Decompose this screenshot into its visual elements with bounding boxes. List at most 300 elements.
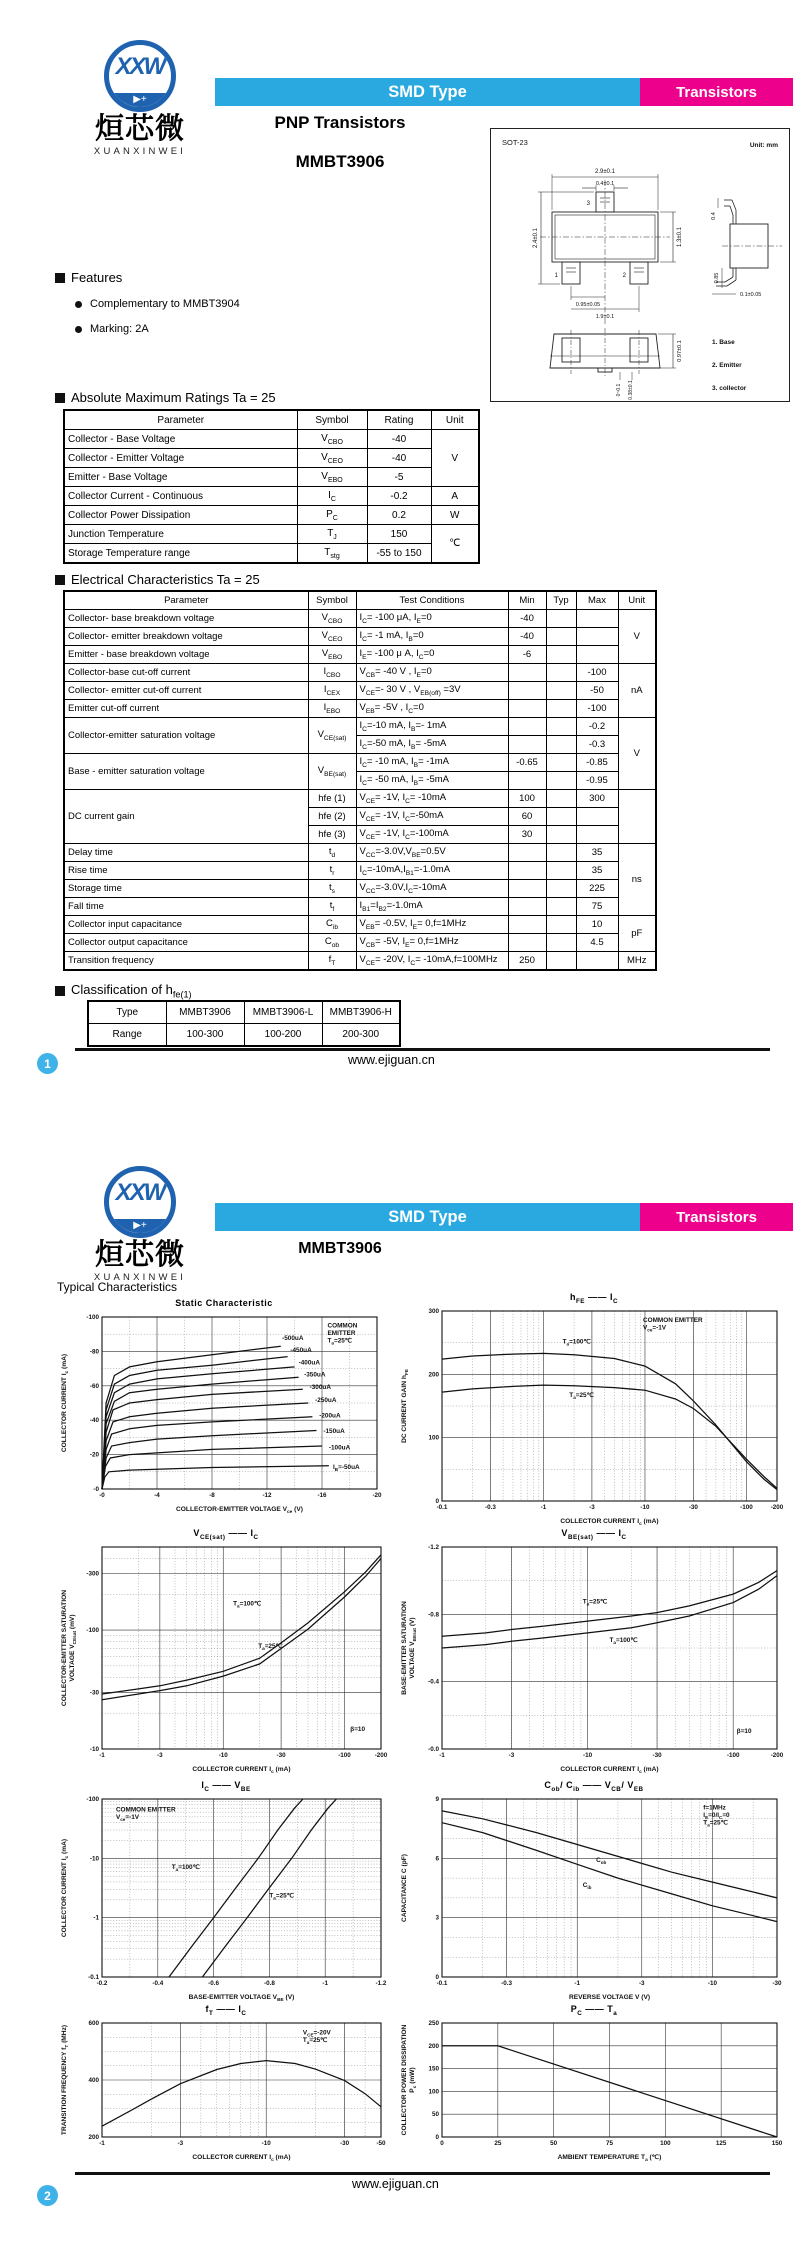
cell: Fall time: [64, 898, 308, 916]
svg-text:-0: -0: [99, 1492, 105, 1499]
banner-smd-type: SMD Type: [215, 78, 640, 106]
cell: $V_{EB}= -5V$ , $I_C=0$: [356, 700, 508, 718]
cell: [546, 916, 576, 934]
hfe-vs-ic-plot: [398, 1305, 790, 1526]
section-marker-icon: [55, 575, 65, 585]
svg-text:COLLECTOR CURRENT Ic (mA): COLLECTOR CURRENT $I_c$ (mA): [61, 1838, 70, 1938]
series-IB=-300uA: [102, 1389, 303, 1489]
ic-vs-vbe-plot: [58, 1793, 394, 2002]
cell: [546, 952, 576, 971]
cell: [508, 700, 546, 718]
cell: V: [618, 718, 656, 790]
cell: hfe (2): [308, 808, 356, 826]
cell: $t_d$: [308, 844, 356, 862]
cell: 35: [576, 844, 618, 862]
section-classification: [55, 982, 192, 1000]
cell: $V_{CE}= -1V$, $I_C=-100mA$: [356, 826, 508, 844]
svg-text:-30: -30: [89, 1689, 99, 1697]
section-electrical: [55, 572, 260, 587]
cell: ℃: [431, 525, 479, 564]
svg-text:3: 3: [435, 1914, 439, 1922]
section-heading: Electrical Characteristics Ta = 25: [71, 572, 260, 587]
cell: $V_{CE}= -1V$, $I_C=-50mA$: [356, 808, 508, 826]
cell: [508, 862, 546, 880]
svg-text:-8: -8: [209, 1492, 215, 1499]
section-marker-icon: [55, 393, 65, 403]
svg-text:200: 200: [88, 2134, 99, 2141]
svg-text:f=1MHz: f=1MHz: [703, 1804, 726, 1812]
banner-transistors: Transistors: [640, 1203, 793, 1231]
cell: -40: [508, 628, 546, 646]
header-banner: [215, 78, 793, 106]
svg-text:COLLECTOR CURRENT Ic (mA): COLLECTOR CURRENT $I_c$ (mA): [61, 1353, 70, 1453]
cell: $t_s$: [308, 880, 356, 898]
cell: Collector - Emitter Voltage: [64, 449, 297, 468]
svg-text:0~0.1: 0~0.1: [616, 383, 622, 397]
cell: $V_{CBO}$: [308, 610, 356, 628]
svg-text:REVERSE VOLTAGE V (V): REVERSE VOLTAGE V (V): [568, 1994, 651, 2001]
cell: MMBT3906-L: [244, 1001, 322, 1024]
cell: Rise time: [64, 862, 308, 880]
svg-text:Unit: mm: Unit: mm: [749, 142, 778, 149]
series-Cob: [442, 1823, 777, 1922]
svg-text:COLLECTOR-EMITTER SATURATION: COLLECTOR-EMITTER SATURATION: [61, 1589, 68, 1707]
cell: [576, 826, 618, 844]
cell: Transition frequency: [64, 952, 308, 971]
cell: [576, 646, 618, 664]
cell: Collector Current - Continuous: [64, 487, 297, 506]
cell: $V_{CEO}$: [308, 628, 356, 646]
svg-text:-80: -80: [89, 1348, 99, 1356]
svg-text:3. collector: 3. collector: [712, 385, 747, 392]
brand-monogram: XXW: [115, 53, 165, 80]
cell: -40: [367, 430, 431, 449]
svg-text:-1: -1: [322, 1980, 329, 1987]
cell: [546, 610, 576, 628]
footer-rule: [75, 1048, 770, 1051]
cell: MMBT3906: [166, 1001, 244, 1024]
svg-text:-10: -10: [583, 1752, 593, 1759]
svg-text:-0.8: -0.8: [428, 1611, 439, 1619]
cell: [546, 682, 576, 700]
chart-capacitance: [398, 1780, 790, 2007]
svg-text:-60: -60: [89, 1382, 99, 1390]
brand-logo: [75, 40, 205, 157]
svg-text:Vce=-1V: $V_{ce}=-1V$: [643, 1324, 667, 1333]
svg-text:-0.1: -0.1: [88, 1974, 99, 1981]
svg-text:0.1±0.05: 0.1±0.05: [740, 292, 762, 298]
cell: -0.85: [576, 754, 618, 772]
svg-text:BASE-EMITTER VOLTAGE VBE (: BASE-EMITTER VOLTAGE $V_{BE}$ (V): [188, 1994, 295, 2002]
footer-url: www.ejiguan.cn: [352, 2177, 439, 2191]
svg-text:Ta=100℃: $T_a=100℃$: [233, 1600, 262, 1609]
svg-text:250: 250: [428, 2020, 439, 2027]
doc-title-type: PNP Transistors: [274, 113, 406, 132]
chart-vbesat-vs-ic: [398, 1528, 790, 1779]
chart-ft-vs-ic: [58, 2004, 394, 2167]
feature-text: Marking: 2A: [90, 323, 149, 335]
svg-text:-150uA: -150uA: [323, 1428, 345, 1436]
cell: Base - emitter saturation voltage: [64, 754, 308, 790]
cell: Range: [88, 1024, 166, 1047]
svg-text:Ta=100℃: $T_a=100℃$: [609, 1636, 638, 1645]
cell: $V_{CE}= -1V$, $I_C= -10mA$: [356, 790, 508, 808]
cell: [508, 664, 546, 682]
cell: -5: [367, 468, 431, 487]
svg-text:-10: -10: [640, 1504, 650, 1511]
header-cell: Symbol: [308, 591, 356, 610]
cell: [508, 898, 546, 916]
cell: 300: [576, 790, 618, 808]
chart-title: Static Characteristic: [175, 1298, 273, 1308]
electrical-table: [63, 590, 657, 971]
chart-title: $f_T$ —— $I_C$: [205, 2004, 247, 2017]
header-cell: Symbol: [297, 410, 367, 430]
section-marker-icon: [55, 273, 65, 283]
cell: V: [431, 430, 479, 487]
svg-text:-10: -10: [261, 2140, 271, 2147]
chart-ic-vs-vbe: [58, 1780, 394, 2007]
svg-text:9: 9: [435, 1796, 439, 1803]
doc-title-part: MMBT3906: [295, 152, 385, 171]
cell: V: [618, 610, 656, 664]
cell: -0.3: [576, 736, 618, 754]
svg-text:75: 75: [605, 2140, 614, 2147]
cell: nA: [618, 664, 656, 718]
cell: $V_{BE(sat)}$: [308, 754, 356, 790]
cell: $I_{B1}=I_{B2}=-1.0mA$: [356, 898, 508, 916]
cell: Collector- emitter breakdown voltage: [64, 628, 308, 646]
cell: $I_C=-50$ mA, $I_B= -5mA$: [356, 736, 508, 754]
svg-text:-3: -3: [638, 1980, 645, 1987]
svg-text:6: 6: [435, 1855, 439, 1863]
cell: 35: [576, 862, 618, 880]
chart-title: $h_{FE}$ —— $I_C$: [569, 1292, 619, 1305]
cell: 100-200: [244, 1024, 322, 1047]
cell: Emitter - base breakdown voltage: [64, 646, 308, 664]
svg-text:-1: -1: [540, 1504, 547, 1511]
cell: -0.95: [576, 772, 618, 790]
classification-table: [87, 1000, 401, 1047]
svg-text:0.38±0.1: 0.38±0.1: [628, 380, 634, 400]
svg-text:COLLECTOR CURRENT Ic (mA): COLLECTOR CURRENT $I_c$ (mA): [560, 1518, 659, 1526]
cell: -0.2: [576, 718, 618, 736]
svg-text:Pc (mW): $P_c$ (mW): [409, 2067, 418, 2093]
cell: $I_C=-10mA,I_{B1}=-1.0mA$: [356, 862, 508, 880]
cell: [508, 880, 546, 898]
cell: 10: [576, 916, 618, 934]
abs-max-ratings-table: [63, 409, 480, 564]
cell: [546, 628, 576, 646]
cell: $V_{CE(sat)}$: [308, 718, 356, 754]
svg-text:Cob: $C_{ob}$: [596, 1856, 607, 1865]
section-heading: Absolute Maximum Ratings Ta = 25: [71, 390, 276, 405]
svg-text:-0.6: -0.6: [208, 1980, 220, 1987]
cell: $f_T$: [308, 952, 356, 971]
svg-text:-1: -1: [439, 1752, 445, 1759]
chart-title: $P_C$ —— $T_a$: [570, 2004, 618, 2017]
svg-text:125: 125: [715, 2140, 727, 2147]
svg-text:Ta=25℃: $T_a=25℃$: [302, 2037, 328, 2046]
cell: [546, 646, 576, 664]
cell: $I_{CEX}$: [308, 682, 356, 700]
cell: $V_{CEO}$: [297, 449, 367, 468]
svg-text:400: 400: [88, 2077, 99, 2084]
feature-item: [75, 323, 240, 335]
cell: 100-300: [166, 1024, 244, 1047]
cell: $I_C= -1$ mA, $I_B=0$: [356, 628, 508, 646]
svg-text:0.4±0.1: 0.4±0.1: [595, 181, 615, 187]
svg-text:-1: -1: [574, 1980, 581, 1987]
cell: [508, 682, 546, 700]
svg-text:0.4: 0.4: [711, 212, 717, 220]
package-outline-drawing: [490, 128, 790, 402]
svg-text:-300uA: -300uA: [309, 1384, 331, 1392]
cell: 225: [576, 880, 618, 898]
header-cell: Unit: [431, 410, 479, 430]
cell: $C_{ob}$: [308, 934, 356, 952]
header-cell: Max: [576, 591, 618, 610]
cell: Emitter - Base Voltage: [64, 468, 297, 487]
cell: W: [431, 506, 479, 525]
svg-text:1.3±0.1: 1.3±0.1: [677, 227, 683, 247]
cell: Collector output capacitance: [64, 934, 308, 952]
cell: $V_{CC}=-3.0V,V_{BE}=0.5V$: [356, 844, 508, 862]
brand-logo: [75, 1166, 205, 1283]
svg-text:-300: -300: [86, 1570, 99, 1578]
cell: 4.5: [576, 934, 618, 952]
electrical-characteristics-table: [63, 590, 657, 971]
bullet-icon: [75, 326, 82, 333]
series-IB=-200uA: [102, 1417, 312, 1489]
svg-text:-40: -40: [89, 1417, 99, 1425]
svg-text:-12: -12: [262, 1492, 272, 1499]
svg-text:β=10: β=10: [350, 1725, 366, 1733]
svg-text:-200: -200: [770, 1752, 784, 1759]
svg-text:-3: -3: [157, 1752, 163, 1759]
cell: [546, 880, 576, 898]
cell: Collector Power Dissipation: [64, 506, 297, 525]
cell: Collector input capacitance: [64, 916, 308, 934]
svg-text:100: 100: [428, 2088, 439, 2096]
svg-text:-0.0: -0.0: [428, 1746, 439, 1753]
pc-vs-ta-plot: [398, 2017, 790, 2162]
svg-text:Vce=-1V: $V_{ce}=-1V$: [115, 1813, 140, 1822]
cell: $V_{CE}= -20V$, $I_C= -10mA,f=100MHz$: [356, 952, 508, 971]
cell: 100: [508, 790, 546, 808]
header-cell: Rating: [367, 410, 431, 430]
bullet-icon: [75, 301, 82, 308]
cell: [546, 736, 576, 754]
cell: 0.2: [367, 506, 431, 525]
doc-title-part: MMBT3906: [298, 1240, 382, 1257]
cell: Collector- base breakdown voltage: [64, 610, 308, 628]
diode-icon: [109, 1219, 171, 1233]
svg-text:β=10: β=10: [736, 1727, 752, 1735]
abs-max-table: [63, 409, 480, 564]
svg-text:-0.3: -0.3: [484, 1504, 496, 1511]
svg-text:1. Base: 1. Base: [712, 339, 735, 346]
cell: -50: [576, 682, 618, 700]
cell: [508, 736, 546, 754]
svg-text:Ta=25℃: $T_a=25℃$: [269, 1892, 294, 1901]
svg-text:-400uA: -400uA: [298, 1359, 320, 1367]
svg-text:-100: -100: [726, 1752, 740, 1759]
banner-transistors: Transistors: [640, 78, 793, 106]
svg-text:-30: -30: [688, 1504, 698, 1511]
banner-smd-type: SMD Type: [215, 1203, 640, 1231]
cell: Collector-emitter saturation voltage: [64, 718, 308, 754]
cell: 200-300: [322, 1024, 400, 1047]
svg-text:-10: -10: [89, 1855, 99, 1863]
svg-text:50: 50: [550, 2140, 558, 2147]
svg-text:SOT-23: SOT-23: [502, 138, 528, 147]
footer-url: www.ejiguan.cn: [348, 1053, 435, 1067]
svg-text:2. Emitter: 2. Emitter: [712, 362, 742, 369]
svg-text:Ta=25℃: $T_a=25℃$: [327, 1337, 352, 1346]
cell: [508, 934, 546, 952]
cell: MMBT3906-H: [322, 1001, 400, 1024]
vcesat-vs-ic-plot: [58, 1541, 394, 1774]
cell: [576, 808, 618, 826]
header-cell: Typ: [546, 591, 576, 610]
svg-text:-0.1: -0.1: [436, 1504, 448, 1511]
cell: $t_r$: [308, 862, 356, 880]
svg-text:100: 100: [428, 1434, 439, 1442]
cell: $I_C= -50$ mA, $I_B= -5mA$: [356, 772, 508, 790]
series-Ta=100C: [442, 1353, 777, 1489]
svg-text:COLLECTOR CURRENT Ic (mA): COLLECTOR CURRENT $I_c$ (mA): [192, 1766, 291, 1774]
svg-text:200: 200: [428, 1371, 439, 1379]
cell: ns: [618, 844, 656, 916]
svg-text:-100: -100: [86, 1796, 99, 1803]
svg-text:-350uA: -350uA: [304, 1371, 326, 1379]
chart-static-characteristic: [58, 1298, 390, 1519]
svg-text:-1: -1: [99, 1752, 105, 1759]
cell: [546, 754, 576, 772]
header-cell: Unit: [618, 591, 656, 610]
feature-item: [75, 298, 240, 310]
package-drawing-svg: [490, 128, 790, 402]
cell: $V_{CB}= -40$ V , $I_E=0$: [356, 664, 508, 682]
svg-text:-0.8: -0.8: [263, 1980, 275, 1987]
svg-text:150: 150: [771, 2140, 783, 2147]
svg-text:-10: -10: [89, 1746, 99, 1753]
cell: [508, 916, 546, 934]
svg-text:-0.1: -0.1: [436, 1980, 448, 1987]
cell: $I_{CBO}$: [308, 664, 356, 682]
cell: Collector- emitter cut-off current: [64, 682, 308, 700]
cell: hfe (1): [308, 790, 356, 808]
svg-text:-200: -200: [374, 1752, 388, 1759]
cell: [546, 934, 576, 952]
capacitance-vs-voltage-plot: [398, 1793, 790, 2002]
svg-text:-3: -3: [508, 1752, 515, 1759]
cell: $I_C=-10$ mA, $I_B=-$ 1mA: [356, 718, 508, 736]
typical-characteristics-heading: Typical Characteristics: [57, 1280, 178, 1294]
cell: $I_C$: [297, 487, 367, 506]
svg-text:-0.3: -0.3: [501, 1980, 512, 1987]
svg-text:-1.2: -1.2: [428, 1544, 439, 1551]
cell: -100: [576, 700, 618, 718]
cell: $I_{EBO}$: [308, 700, 356, 718]
cell: $V_{CC}=-3.0V,I_C=-10mA$: [356, 880, 508, 898]
chart-pc-vs-ta: [398, 2004, 790, 2167]
svg-text:0.97±0.1: 0.97±0.1: [677, 340, 683, 362]
brand-name-cn: 烜芯微: [94, 1239, 185, 1271]
svg-text:0: 0: [440, 2140, 444, 2147]
series-fT: [102, 2061, 381, 2127]
brand-monogram: XXW: [115, 1179, 165, 1206]
cell: Collector-base cut-off current: [64, 664, 308, 682]
cell: [508, 772, 546, 790]
cell: -40: [367, 449, 431, 468]
svg-text:-1: -1: [99, 2140, 105, 2147]
feature-text: Complementary to MMBT3904: [90, 298, 240, 310]
svg-text:-100: -100: [338, 1752, 351, 1759]
svg-text:Ta=25℃: $T_a=25℃$: [582, 1598, 608, 1607]
svg-text:Ta=100℃: $T_a=100℃$: [562, 1338, 591, 1347]
cell: [546, 772, 576, 790]
cell: $V_{EB}= -0.5V$, $I_E= 0,f=1MHz$: [356, 916, 508, 934]
cell: 150: [367, 525, 431, 544]
svg-text:-100: -100: [86, 1314, 99, 1321]
svg-text:DC CURRENT GAIN hFE: DC CURRENT GAIN $h_{FE}$: [401, 1369, 410, 1443]
diode-icon: [109, 93, 171, 107]
svg-text:Ta=25℃: $T_a=25℃$: [258, 1642, 283, 1651]
svg-text:-0.2: -0.2: [96, 1980, 108, 1987]
svg-text:600: 600: [88, 2020, 99, 2027]
svg-text:-1: -1: [93, 1914, 99, 1922]
svg-text:-100: -100: [86, 1627, 99, 1635]
svg-text:-200uA: -200uA: [319, 1412, 341, 1420]
header-cell: Test Conditions: [356, 591, 508, 610]
svg-text:COLLECTOR POWER DISSIPATION: COLLECTOR POWER DISSIPATION: [401, 2024, 408, 2136]
cell: $I_C= -10$ mA, $I_B= -1mA$: [356, 754, 508, 772]
section-features: [55, 270, 122, 285]
section-heading: Classification of $h_{fe(1)}$: [71, 982, 192, 1000]
svg-text:COMMON EMITTER: COMMON EMITTER: [643, 1316, 703, 1324]
cell: 75: [576, 898, 618, 916]
svg-text:EMITTER: EMITTER: [327, 1329, 356, 1337]
section-marker-icon: [55, 986, 65, 996]
static-characteristic-plot: [58, 1311, 390, 1514]
series-IB=-250uA: [102, 1403, 308, 1489]
vbesat-vs-ic-plot: [398, 1541, 790, 1774]
svg-text:IE=0/IC=0: $I_E=0/I_C=0$: [703, 1812, 730, 1821]
svg-text:-0.4: -0.4: [428, 1678, 439, 1686]
svg-text:3: 3: [586, 201, 590, 207]
brand-name-en: XUANXINWEI: [93, 1271, 187, 1283]
series-IB=-150uA: [102, 1431, 317, 1490]
svg-text:-20: -20: [372, 1492, 382, 1499]
header-banner: [215, 1203, 793, 1231]
cell: [508, 844, 546, 862]
svg-text:200: 200: [428, 2042, 439, 2050]
svg-text:100: 100: [660, 2140, 671, 2147]
cell: $V_{CBO}$: [297, 430, 367, 449]
cell: Delay time: [64, 844, 308, 862]
cell: [546, 664, 576, 682]
hfe-classification-table: [87, 1000, 401, 1047]
svg-text:0.95±0.05: 0.95±0.05: [575, 302, 601, 308]
svg-text:-10: -10: [218, 1752, 228, 1759]
cell: [576, 628, 618, 646]
svg-text:50: 50: [431, 2111, 439, 2119]
svg-text:COMMON EMITTER: COMMON EMITTER: [115, 1806, 176, 1814]
cell: -55 to 150: [367, 544, 431, 564]
svg-text:COLLECTOR-EMITTER VOLTAGE Vc: COLLECTOR-EMITTER VOLTAGE $V_{ce}$ (V): [176, 1506, 303, 1514]
